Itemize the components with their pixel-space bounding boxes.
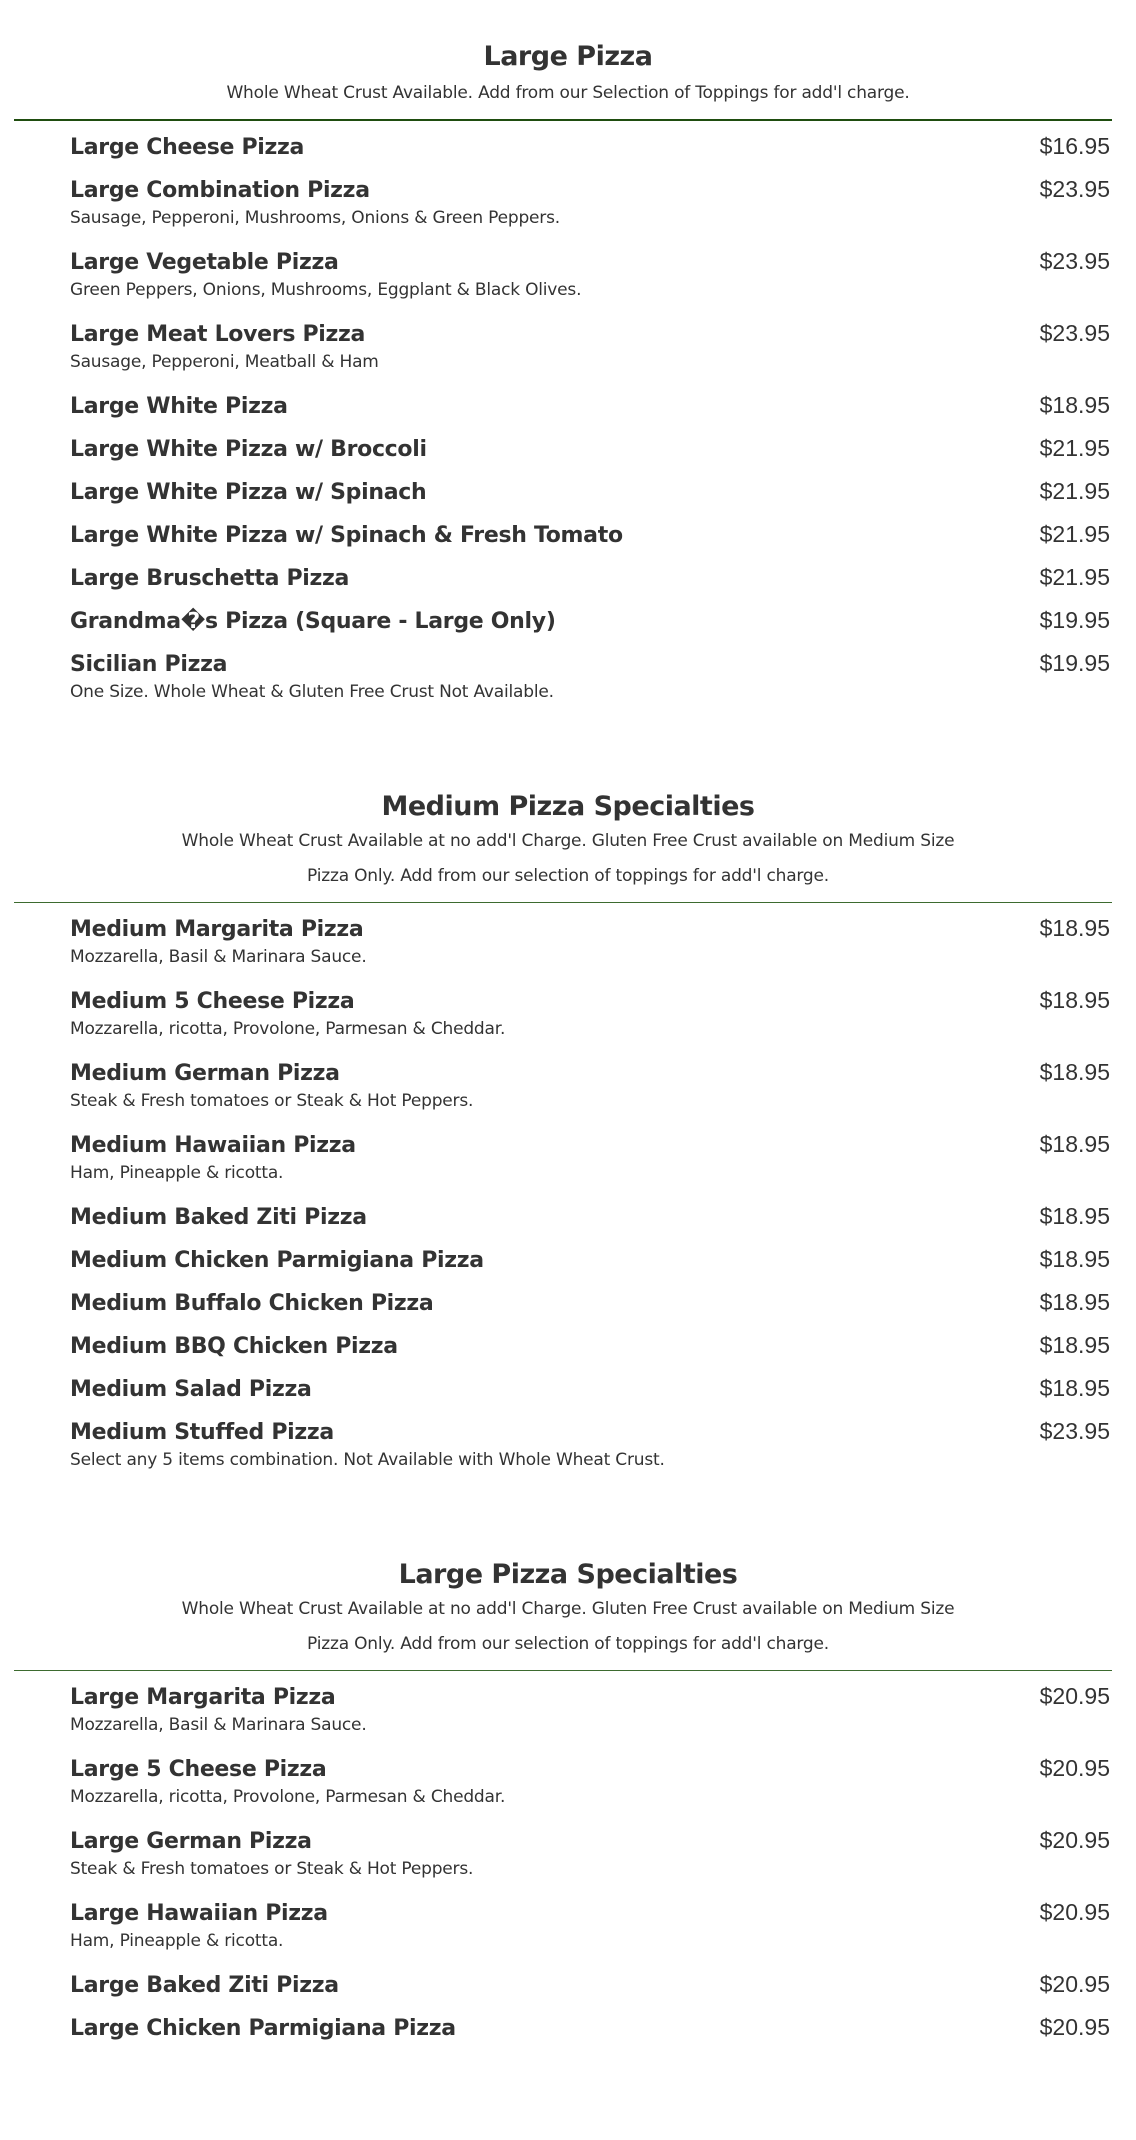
item-name: Medium German Pizza xyxy=(70,1061,340,1086)
item-name: Medium Stuffed Pizza xyxy=(70,1420,334,1445)
item-description: Mozzarella, Basil & Marinara Sauce. xyxy=(70,1715,367,1735)
menu-item xyxy=(70,312,1110,384)
item-price: $21.95 xyxy=(1039,435,1110,461)
menu-item xyxy=(70,1891,1110,1963)
item-name: Large Chicken Parmigiana Pizza xyxy=(70,2016,456,2041)
item-description: Green Peppers, Onions, Mushrooms, Eggplant & Black Olives. xyxy=(70,280,582,300)
item-name: Large White Pizza xyxy=(70,394,288,419)
item-list xyxy=(0,1671,1136,2049)
menu-item xyxy=(70,1238,1110,1281)
item-name: Large Combination Pizza xyxy=(70,178,370,203)
menu-item xyxy=(70,384,1110,427)
item-description: Select any 5 items combination. Not Available with Whole Wheat Crust. xyxy=(70,1450,665,1470)
item-price: $21.95 xyxy=(1039,564,1110,590)
menu-item xyxy=(70,1051,1110,1123)
item-name: Medium Margarita Pizza xyxy=(70,917,364,942)
section-large-pizza xyxy=(0,0,1136,714)
item-name: Large White Pizza w/ Broccoli xyxy=(70,437,427,462)
item-description: Mozzarella, ricotta, Provolone, Parmesan & Cheddar. xyxy=(70,1019,506,1039)
menu-item xyxy=(70,1819,1110,1891)
item-description: Ham, Pineapple & ricotta. xyxy=(70,1163,284,1183)
item-price: $23.95 xyxy=(1039,320,1110,346)
item-name: Medium Hawaiian Pizza xyxy=(70,1133,356,1158)
menu-item xyxy=(70,2006,1110,2049)
item-description: One Size. Whole Wheat & Gluten Free Crust Not Available. xyxy=(70,682,554,702)
menu-item xyxy=(70,427,1110,470)
item-list xyxy=(0,903,1136,1482)
item-price: $18.95 xyxy=(1039,1375,1110,1401)
section-title: Large Pizza Specialties xyxy=(398,1559,738,1590)
item-price: $18.95 xyxy=(1039,1203,1110,1229)
menu-item xyxy=(70,1367,1110,1410)
menu-item xyxy=(70,125,1110,168)
menu-item xyxy=(70,979,1110,1051)
item-price: $20.95 xyxy=(1039,1899,1110,1925)
item-name: Large Meat Lovers Pizza xyxy=(70,322,366,347)
item-description: Mozzarella, Basil & Marinara Sauce. xyxy=(70,947,367,967)
item-name: Large White Pizza w/ Spinach xyxy=(70,480,427,505)
menu-item xyxy=(70,907,1110,979)
item-name: Large Vegetable Pizza xyxy=(70,250,339,275)
item-name: Medium Chicken Parmigiana Pizza xyxy=(70,1248,484,1273)
item-name: Medium Buffalo Chicken Pizza xyxy=(70,1291,434,1316)
menu-item xyxy=(70,168,1110,240)
item-name: Large Baked Ziti Pizza xyxy=(70,1973,339,1998)
item-name: Sicilian Pizza xyxy=(70,652,228,677)
menu-item xyxy=(70,1675,1110,1747)
item-name: Large Bruschetta Pizza xyxy=(70,566,350,591)
menu-item xyxy=(70,1281,1110,1324)
section-medium-pizza-specialties xyxy=(0,714,1136,1482)
item-price: $18.95 xyxy=(1039,392,1110,418)
item-list xyxy=(0,121,1136,714)
item-name: Grandma�s Pizza (Square - Large Only) xyxy=(70,609,556,634)
item-price: $23.95 xyxy=(1039,248,1110,274)
menu-item xyxy=(70,642,1110,714)
item-price: $18.95 xyxy=(1039,1131,1110,1157)
item-price: $20.95 xyxy=(1039,1827,1110,1853)
item-price: $20.95 xyxy=(1039,1755,1110,1781)
menu-item xyxy=(70,1747,1110,1819)
item-name: Large Margarita Pizza xyxy=(70,1685,336,1710)
menu-item xyxy=(70,1963,1110,2006)
item-price: $20.95 xyxy=(1039,2014,1110,2040)
section-title: Medium Pizza Specialties xyxy=(381,791,755,822)
item-name: Medium 5 Cheese Pizza xyxy=(70,989,355,1014)
item-name: Large Hawaiian Pizza xyxy=(70,1901,328,1926)
item-price: $20.95 xyxy=(1039,1683,1110,1709)
item-price: $18.95 xyxy=(1039,915,1110,941)
item-name: Large German Pizza xyxy=(70,1829,312,1854)
item-description: Ham, Pineapple & ricotta. xyxy=(70,1931,284,1951)
menu-item xyxy=(70,1324,1110,1367)
menu-item xyxy=(70,1410,1110,1482)
item-price: $18.95 xyxy=(1039,1332,1110,1358)
menu-item xyxy=(70,240,1110,312)
item-name: Large Cheese Pizza xyxy=(70,135,305,160)
item-price: $16.95 xyxy=(1039,133,1110,159)
section-subtitle-line-1: Whole Wheat Crust Available at no add'l Charge. Gluten Free Crust available on Medium Size xyxy=(181,831,955,851)
menu-item xyxy=(70,470,1110,513)
menu-item xyxy=(70,1195,1110,1238)
item-price: $21.95 xyxy=(1039,478,1110,504)
menu-item xyxy=(70,599,1110,642)
item-price: $21.95 xyxy=(1039,521,1110,547)
item-name: Large White Pizza w/ Spinach & Fresh Tomato xyxy=(70,523,623,548)
section-subtitle: Whole Wheat Crust Available. Add from our Selection of Toppings for add'l charge. xyxy=(226,83,910,103)
item-price: $23.95 xyxy=(1039,1418,1110,1444)
item-price: $18.95 xyxy=(1039,1059,1110,1085)
menu-item xyxy=(70,1123,1110,1195)
menu-item xyxy=(70,513,1110,556)
item-price: $18.95 xyxy=(1039,987,1110,1013)
section-subtitle-line-2: Pizza Only. Add from our selection of toppings for add'l charge. xyxy=(307,866,829,886)
section-title: Large Pizza xyxy=(483,41,653,72)
item-price: $19.95 xyxy=(1039,607,1110,633)
item-name: Medium BBQ Chicken Pizza xyxy=(70,1334,398,1359)
item-name: Medium Salad Pizza xyxy=(70,1377,312,1402)
section-subtitle-line-2: Pizza Only. Add from our selection of toppings for add'l charge. xyxy=(307,1634,829,1654)
item-description: Steak & Fresh tomatoes or Steak & Hot Peppers. xyxy=(70,1859,474,1879)
item-description: Mozzarella, ricotta, Provolone, Parmesan & Cheddar. xyxy=(70,1787,506,1807)
item-price: $23.95 xyxy=(1039,176,1110,202)
menu-item xyxy=(70,556,1110,599)
item-name: Medium Baked Ziti Pizza xyxy=(70,1205,367,1230)
item-description: Sausage, Pepperoni, Mushrooms, Onions & Green Peppers. xyxy=(70,208,560,228)
item-description: Sausage, Pepperoni, Meatball & Ham xyxy=(70,352,379,372)
item-name: Large 5 Cheese Pizza xyxy=(70,1757,327,1782)
section-large-pizza-specialties xyxy=(0,1482,1136,2049)
item-price: $18.95 xyxy=(1039,1289,1110,1315)
item-description: Steak & Fresh tomatoes or Steak & Hot Peppers. xyxy=(70,1091,474,1111)
item-price: $19.95 xyxy=(1039,650,1110,676)
section-subtitle-line-1: Whole Wheat Crust Available at no add'l Charge. Gluten Free Crust available on Medium Size xyxy=(181,1599,955,1619)
item-price: $18.95 xyxy=(1039,1246,1110,1272)
item-price: $20.95 xyxy=(1039,1971,1110,1997)
